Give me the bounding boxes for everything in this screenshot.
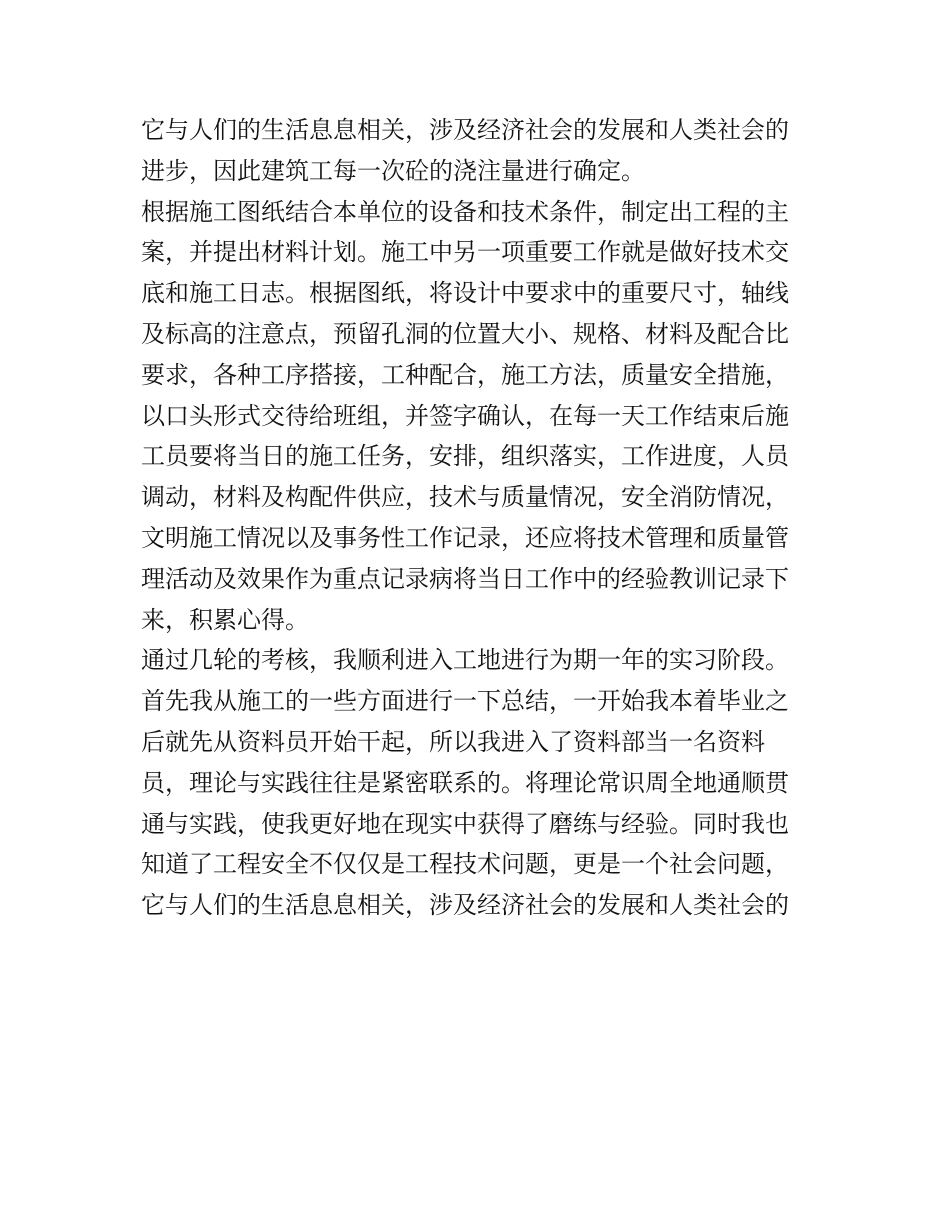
text-line: 知道了工程安全不仅仅是工程技术问题，更是一个社会问题， xyxy=(141,850,789,879)
text-line: 要求，各种工序搭接，工种配合，施工方法，质量安全措施， xyxy=(141,360,789,389)
text-line: 理活动及效果作为重点记录病将当日工作中的经验教训记录下 xyxy=(141,564,789,593)
text-line: 案，并提出材料计划。施工中另一项重要工作就是做好技术交 xyxy=(141,238,789,267)
text-line: 调动，材料及构配件供应，技术与质量情况，安全消防情况， xyxy=(141,483,789,512)
text-line: 通与实践，使我更好地在现实中获得了磨练与经验。同时我也 xyxy=(141,809,789,838)
text-line: 后就先从资料员开始干起，所以我进入了资料部当一名资料 xyxy=(141,727,765,756)
text-line: 首先我从施工的一些方面进行一下总结，一开始我本着毕业之 xyxy=(141,687,789,716)
text-line: 员，理论与实践往往是紧密联系的。将理论常识周全地通顺贯 xyxy=(141,768,789,797)
text-line: 进步，因此建筑工每一次砼的浇注量进行确定。 xyxy=(141,156,645,185)
text-line: 以口头形式交待给班组，并签字确认，在每一天工作结束后施 xyxy=(141,401,789,430)
text-line: 工员要将当日的施工任务，安排，组织落实，工作进度，人员 xyxy=(141,442,789,471)
text-line: 来，积累心得。 xyxy=(141,605,309,634)
text-line: 它与人们的生活息息相关，涉及经济社会的发展和人类社会的 xyxy=(141,891,789,920)
text-line: 及标高的注意点，预留孔洞的位置大小、规格、材料及配合比 xyxy=(141,319,789,348)
text-line: 文明施工情况以及事务性工作记录，还应将技术管理和质量管 xyxy=(141,523,789,552)
text-line: 底和施工日志。根据图纸，将设计中要求中的重要尺寸，轴线 xyxy=(141,279,789,308)
text-line: 它与人们的生活息息相关，涉及经济社会的发展和人类社会的 xyxy=(141,116,789,144)
text-line: 根据施工图纸结合本单位的设备和技术条件，制定出工程的主 xyxy=(141,197,789,226)
body-text xyxy=(141,110,821,926)
text-line: 通过几轮的考核，我顺利进入工地进行为期一年的实习阶段。 xyxy=(141,646,789,675)
